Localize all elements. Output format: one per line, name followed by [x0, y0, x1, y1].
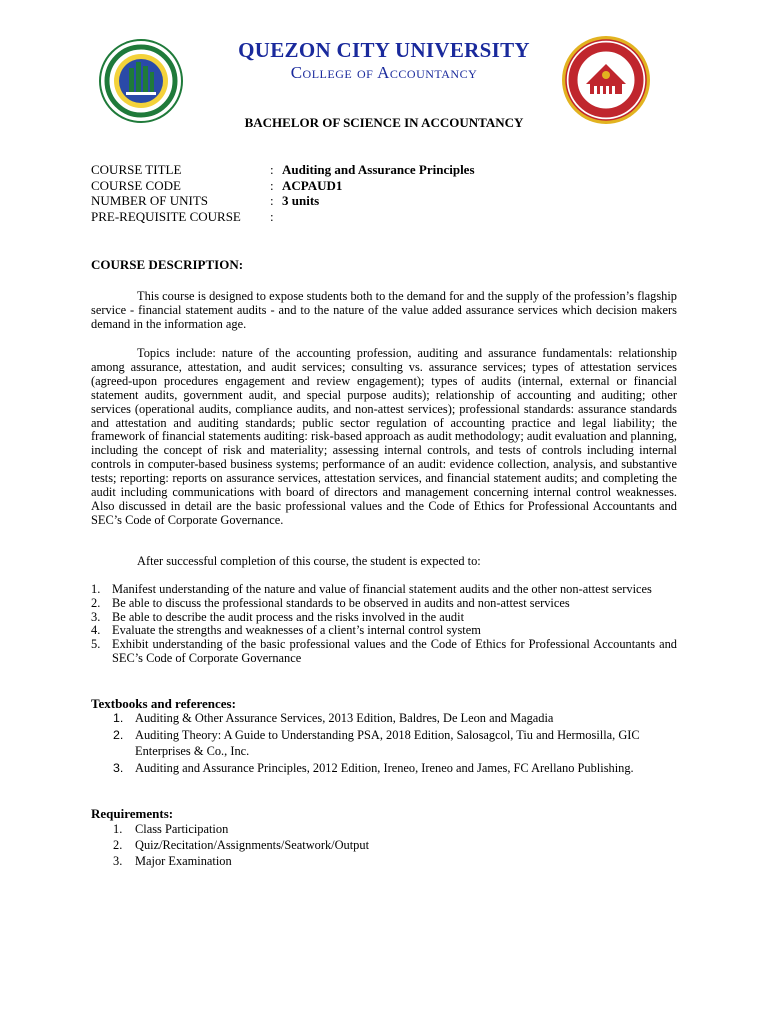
list-text: Manifest understanding of the nature and value of financial statement audits and the other non-attest services	[112, 582, 652, 596]
info-colon: :	[270, 162, 274, 177]
list-number: 3.	[91, 609, 101, 624]
list-number: 1.	[113, 822, 123, 836]
list-item	[113, 728, 693, 759]
textbooks-list	[113, 711, 693, 778]
university-seal-logo	[560, 34, 652, 126]
list-number: 5.	[91, 637, 101, 652]
list-text: Auditing and Assurance Principles, 2012 Edition, Ireneo, Ireneo and James, FC Arellano Publishing.	[135, 760, 634, 775]
list-item	[91, 624, 677, 638]
list-item	[91, 611, 677, 625]
list-text: Be able to describe the audit process and the risks involved in the audit	[112, 609, 465, 624]
info-colon: :	[270, 177, 274, 193]
list-text: Quiz/Recitation/Assignments/Seatwork/Output	[135, 838, 370, 852]
course-description-heading: COURSE DESCRIPTION:	[91, 257, 244, 272]
letterhead	[0, 32, 768, 112]
list-text: Major Examination	[135, 854, 232, 868]
list-item	[113, 711, 693, 727]
college-seal-logo	[98, 38, 184, 124]
list-number: 2.	[113, 838, 123, 852]
description-paragraph: This course is designed to expose students both to the demand for and the supply of the profession’s flagship service - financial statement audits - and to the nature of the value added assurance services which decision makers demand in the information age.	[91, 289, 677, 331]
info-colon: :	[270, 208, 274, 224]
college-name: College of Accountancy	[290, 63, 478, 82]
description-paragraph: After successful completion of this course, the student is expected to:	[137, 554, 481, 568]
list-text: Auditing & Other Assurance Services, 2013 Edition, Baldres, De Leon and Magadia	[135, 711, 554, 725]
info-colon: :	[270, 193, 274, 208]
requirements-list	[113, 821, 673, 869]
course-info-row	[91, 162, 691, 178]
list-item	[113, 853, 673, 869]
list-number: 1.	[113, 711, 124, 725]
list-number: 1.	[91, 582, 101, 596]
info-value: 3 units	[282, 193, 320, 208]
list-item	[91, 638, 677, 666]
list-number: 4.	[91, 623, 101, 638]
list-number: 3.	[113, 760, 124, 775]
requirements-heading: Requirements:	[91, 806, 174, 821]
learning-objectives-list	[91, 583, 677, 666]
info-label: NUMBER OF UNITS	[91, 193, 209, 208]
university-name: QUEZON CITY UNIVERSITY	[238, 38, 530, 62]
list-text: Evaluate the strengths and weaknesses of a client’s internal control system	[112, 623, 481, 638]
list-text: Be able to discuss the professional standards to be observed in audits and non-attest services	[112, 595, 570, 610]
course-info-row	[91, 193, 691, 209]
list-item	[113, 761, 693, 777]
description-paragraph: Topics include: nature of the accounting profession, auditing and assurance fundamentals: relationship among assurance, attestation, and audit services; consulting vs. assurance services; types of attestation services (agreed-upon procedures engagement and review engagement); types of audits (internal, external or financial statement audits, government audit, and special purpose audits); relationship of accounting and auditing; other services (operational audits, compliance audits, and non-attest services); professional standards: assurance standards and attestation and auditing standards; public sector regulation of accounting practice and legal liability; the framework of financial statements auditing: risk-based approach as audit methodology; audit evaluation and planning, including the concept of risk and materiality; assessing internal controls, and tests of controls including internal controls in computer-based business systems; performance of an audit: evidence collection, analysis, and substantive tests; reporting: reports on assurance services, attestation services, and financial statement audits; and completing the audit including communications with board of directors and management concerning internal control weaknesses. Also discussed in detail are the basic professional values and the Code of Ethics for Professional Accountants and SEC’s Code of Corporate Governance.	[91, 346, 677, 527]
list-item	[113, 837, 673, 853]
list-text: Class Participation	[135, 822, 229, 836]
course-info-row	[91, 209, 691, 225]
list-item	[113, 821, 673, 837]
list-text: Auditing Theory: A Guide to Understanding PSA, 2018 Edition, Salosagcol, Tiu and Hermosilla, GIC Enterprises & Co., Inc.	[135, 728, 640, 758]
course-info-table	[91, 162, 691, 224]
list-number: 3.	[113, 854, 123, 868]
list-item	[91, 597, 677, 611]
info-label: PRE-REQUISITE COURSE	[91, 208, 241, 224]
list-item	[91, 583, 677, 597]
list-text: Exhibit understanding of the basic professional values and the Code of Ethics for Professional Accountants and SEC’s Code of Corporate Governance	[112, 637, 677, 665]
info-label: COURSE TITLE	[91, 162, 182, 177]
course-info-row	[91, 178, 691, 194]
info-value: ACPAUD1	[282, 177, 343, 193]
list-number: 2.	[91, 595, 101, 610]
textbooks-heading: Textbooks and references:	[91, 696, 236, 711]
list-number: 2.	[113, 728, 124, 742]
info-label: COURSE CODE	[91, 177, 181, 193]
degree-program: BACHELOR OF SCIENCE IN ACCOUNTANCY	[244, 115, 524, 130]
info-value: Auditing and Assurance Principles	[282, 162, 475, 177]
